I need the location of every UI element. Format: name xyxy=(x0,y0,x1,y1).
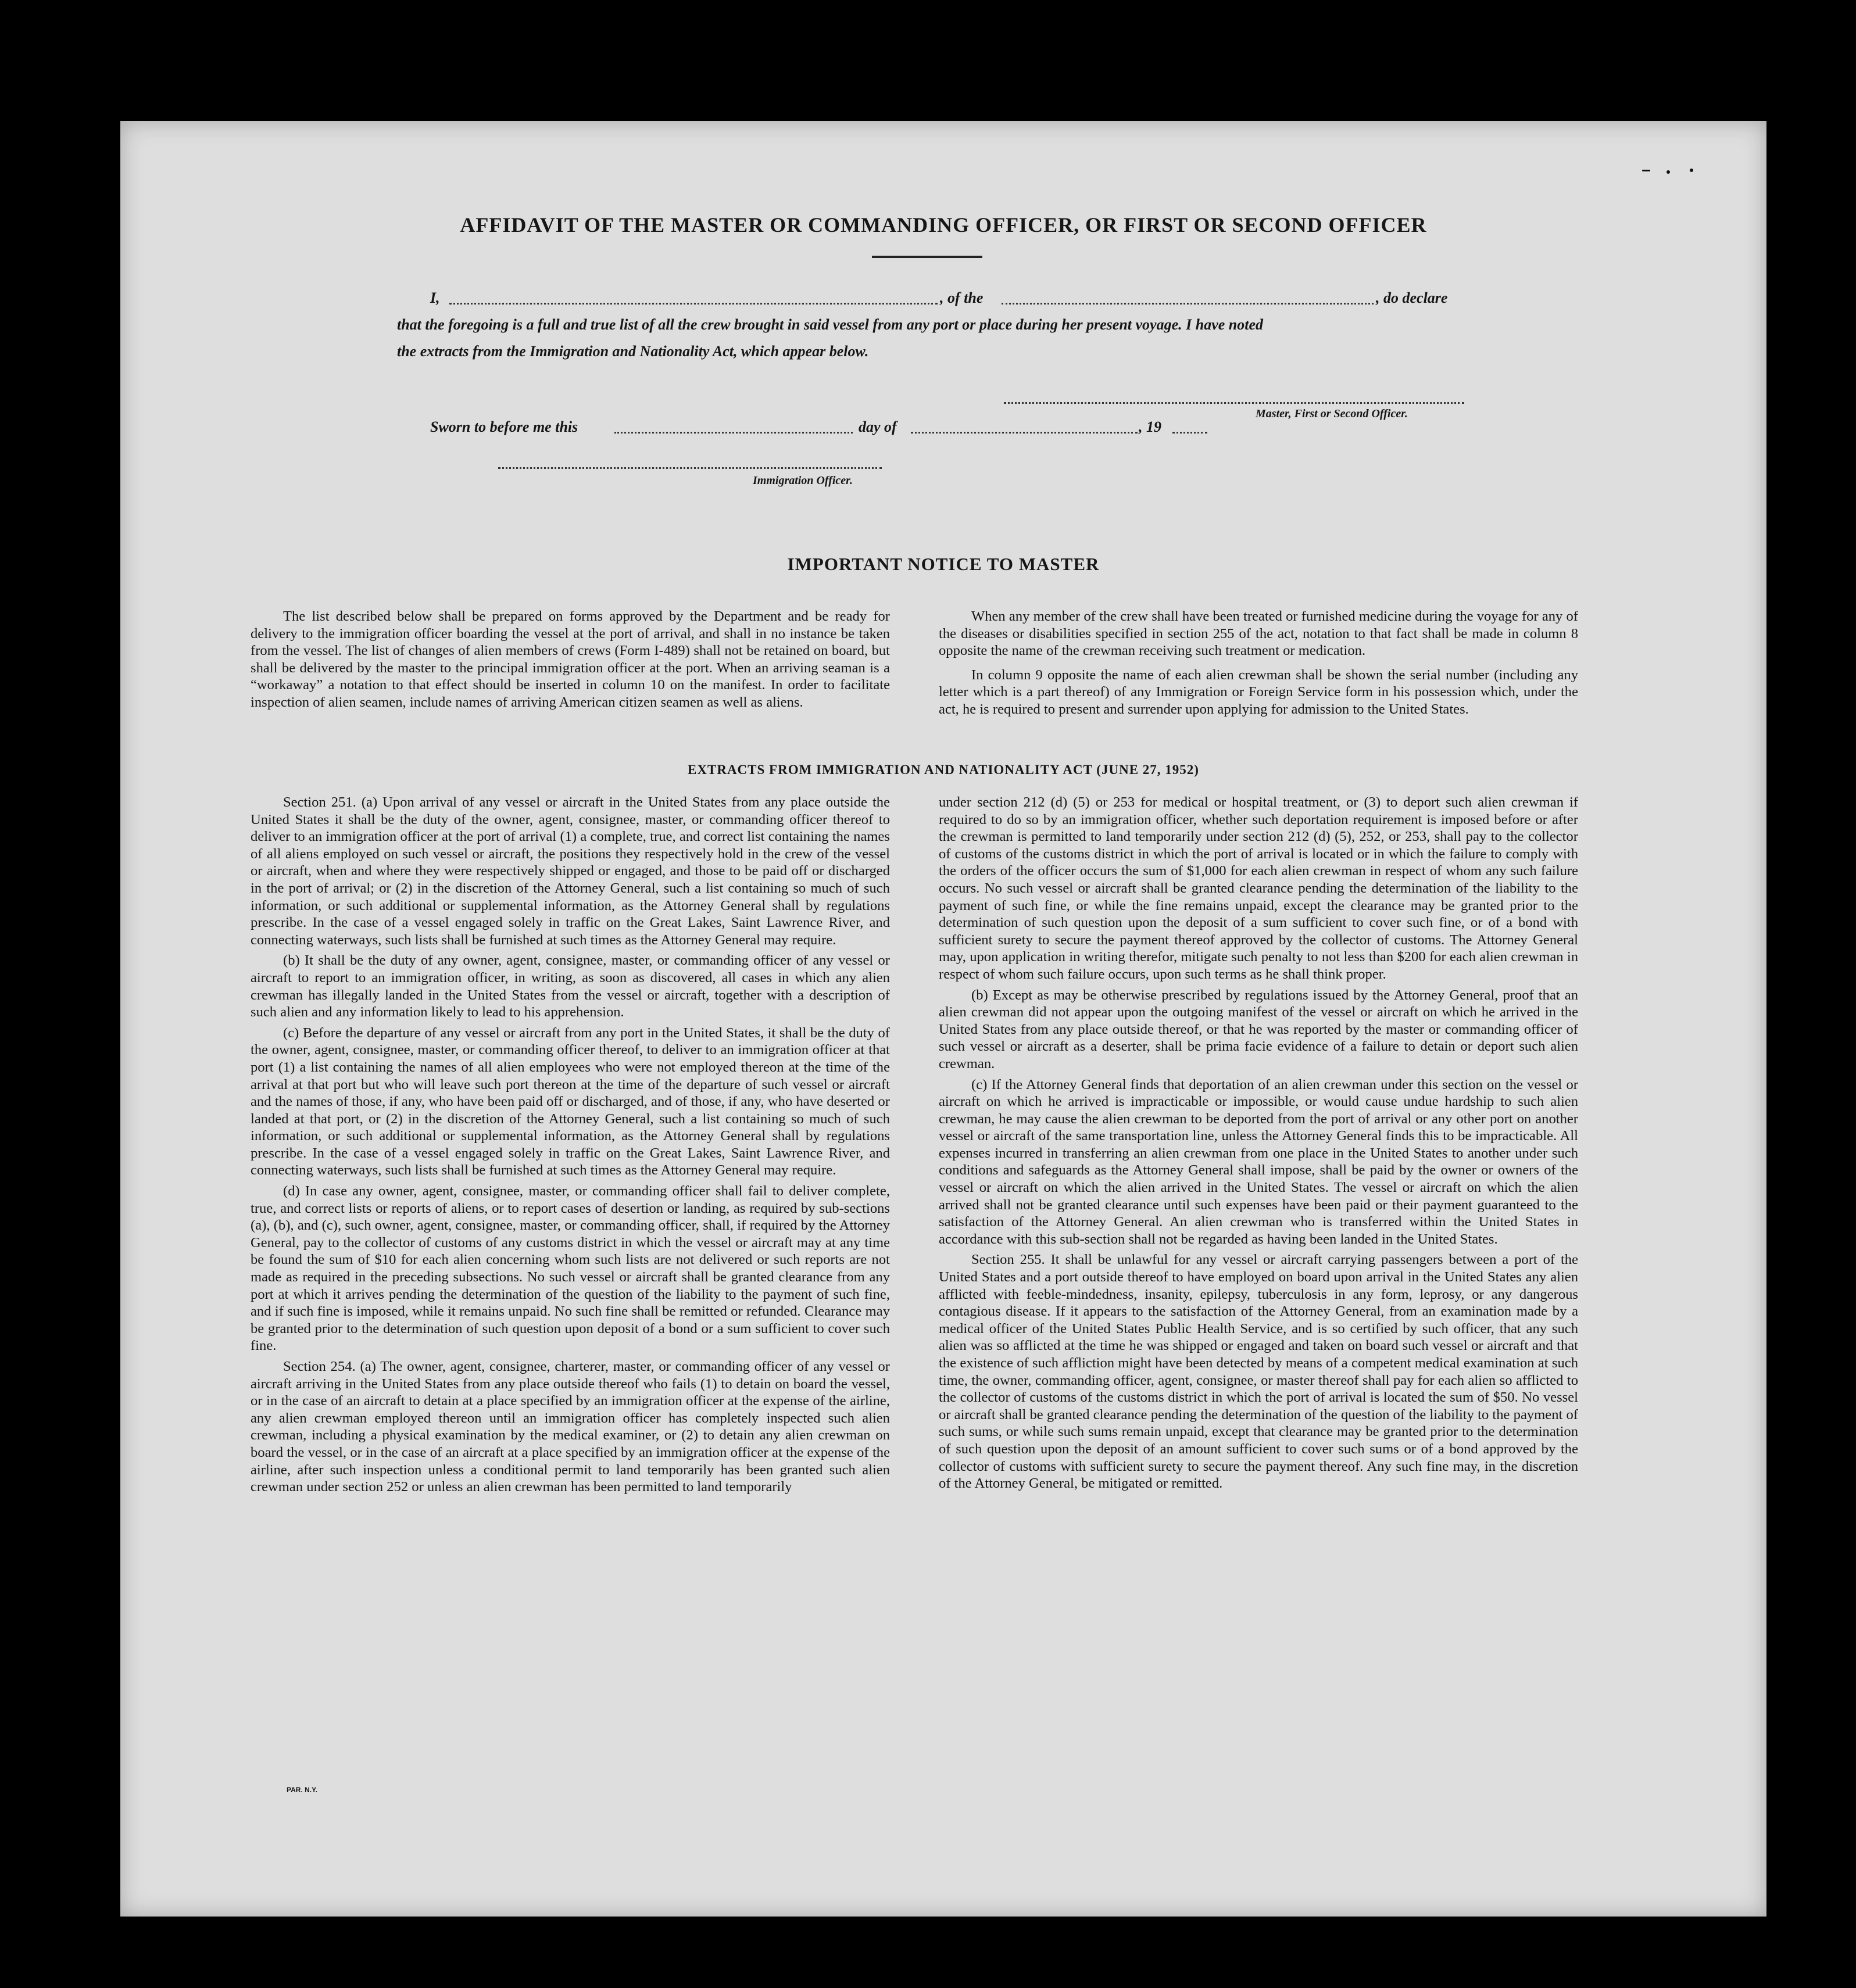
master-signature-caption: Master, First or Second Officer. xyxy=(1256,407,1408,420)
affidavit-statement-line-3: the extracts from the Immigration and Nationality Act, which appear below. xyxy=(397,343,869,360)
section-254-c: (c) If the Attorney General finds that deportation of an alien crewman under this section on the vessel or aircraft on which he arrived is impracticable or impossible, or would cause undue hardship to such alien crewman, he may cause the alien crewman to be deported from the port of arrival or any other port on another vessel or aircraft of the same transportation line, unless the Attorney General finds this to be impracticable. All expenses incurred in transferring an alien crewman from one place in the United States to another under such conditions and safeguards as the Attorney General shall impose, shall be paid by the owner or owners of the vessel or aircraft on which the alien arrived in the United States. The vessel or aircraft on which the alien arrived shall not be granted clearance until such expenses have been paid or their payment guaranteed to the satisfaction of the Attorney General. An alien crewman who is transferred within the United States in accordance with this sub-section shall not be regarded as having been landed in the United States. xyxy=(939,1076,1578,1247)
section-254-b: (b) Except as may be otherwise prescribed by regulations issued by the Attorney General, proof that an alien crewman did not appear upon the outgoing manifest of the vessel or aircraft on which he arrived in the United States from any place outside thereof, or that he was reported by the master or commanding officer of such vessel or aircraft as a deserter, shall be prima facie evidence of a failure to detain or deport such alien crewman. xyxy=(939,987,1578,1072)
section-251-c: (c) Before the departure of any vessel or aircraft from any port in the United States, it shall be the duty of the owner, agent, consignee, master, or commanding officer thereof, to deliver to an immigration officer at that port (1) a list containing the names of all alien employees who were not employed thereon at the time of the arrival at that port but who will leave such port thereon at the time of the departure of such vessel or aircraft and the names of those, if any, who have been paid off or discharged, and of those, if any, who have deserted or landed at that port, or (2) in the discretion of the Attorney General, such a list containing so much of such information, or such additional or supplemental information, as the Attorney General shall by regulations prescribe. In the case of a vessel engaged solely in traffic on the Great Lakes, Saint Lawrence River, and connecting waterways, such lists shall be furnished at such times as the Attorney General may require. xyxy=(251,1025,890,1179)
section-254-a-continued: under section 212 (d) (5) or 253 for medical or hospital treatment, or (3) to deport such alien crewman if required to do so by an immigration officer, whether such deportation requirement is imposed before or after the crewman is permitted to land temporarily under section 212 (d) (5), 252, or 253, shall pay to the collector of customs of the customs district in which the port of arrival is located or in which the failure to comply with the orders of the officer occurs the sum of $1,000 for each alien crewman in respect of whom any such failure occurs. No such vessel or aircraft shall be granted clearance pending the determination of the liability to the payment of such fine, or while the fine remains unpaid, except the clearance may be granted prior to the determination of such question upon the deposit of a sum sufficient to cover such fine, or of a bond with sufficient surety to secure the payment thereof approved by the collector of customs. The Attorney General may, upon application in writing therefor, mitigate such penalty to not less than $200 for each alien crewman in respect of whom such failure occurs, upon such terms as he shall think proper. xyxy=(939,794,1578,982)
vessel-name-line[interactable] xyxy=(1002,303,1374,305)
affidavit-i-label: I, xyxy=(430,289,440,306)
extracts-title: EXTRACTS FROM IMMIGRATION AND NATIONALITY ACT (JUNE 27, 1952) xyxy=(688,762,1199,777)
notice-right-column xyxy=(939,608,1578,722)
extracts-left-column xyxy=(251,794,890,1499)
notice-left-paragraph: The list described below shall be prepared on forms approved by the Department and be ready for delivery to the immigration officer boarding the vessel at the port of arrival, and shall in no instance be taken from the vessel. The list of changes of alien members of crews (Form I-489) shall not be retained on board, but shall be delivered by the master to the principal immigration officer at the port. When an arriving seaman is a “workaway” a notation to that effect should be inserted in column 10 on the manifest. In order to facilitate inspection of alien seamen, include names of arriving American citizen seamen as well as aliens. xyxy=(251,608,890,710)
notice-right-paragraph-1: When any member of the crew shall have been treated or furnished medicine during the voyage for any of the diseases or disabilities specified in section 255 of the act, notation to that fact shall be made in column 8 opposite the name of the crewman receiving such treatment or medication. xyxy=(939,608,1578,659)
scan-speck xyxy=(1667,170,1670,174)
immigration-officer-signature-line[interactable] xyxy=(498,467,882,469)
section-251-b: (b) It shall be the duty of any owner, agent, consignee, master, or commanding officer of any vessel or aircraft to report to an immigration officer, in writing, as soon as discovered, all cases in which any alien crewman has illegally landed in the United States from the vessel or aircraft, together with a description of such alien and any information likely to lead to his apprehension. xyxy=(251,952,890,1020)
notice-title: IMPORTANT NOTICE TO MASTER xyxy=(787,554,1100,574)
affidavit-of-the-label: , of the xyxy=(940,289,984,306)
declarant-name-line[interactable] xyxy=(449,303,938,305)
printer-mark: PAR. N.Y. xyxy=(287,1786,318,1794)
master-signature-line[interactable] xyxy=(1004,402,1464,404)
document-sheet xyxy=(120,121,1766,1917)
extracts-right-column xyxy=(939,794,1578,1496)
sworn-month-line[interactable] xyxy=(911,432,1138,434)
section-254-a: Section 254. (a) The owner, agent, consignee, charterer, master, or commanding officer of any vessel or aircraft arriving in the United States from any place outside thereof who fails (1) to detain on board the vessel, or in the case of an aircraft to detain at a place specified by an immigration officer at the expense of the airline, any alien crewman employed thereon until an immigration officer has completely inspected such alien crewman, including a physical examination by the medical examiner, or (2) to detain any alien crewman on board the vessel, or in the case of an aircraft at a place specified by an immigration officer at the expense of the airline, after such inspection unless a conditional permit to land temporarily has been granted such alien crewman under section 252 or unless an alien crewman has been permitted to land temporarily xyxy=(251,1359,890,1495)
affidavit-statement-line-2: that the foregoing is a full and true list of all the crew brought in said vessel from any port or place during her present voyage. I have noted xyxy=(397,316,1264,333)
affidavit-title: AFFIDAVIT OF THE MASTER OR COMMANDING OFFICER, OR FIRST OR SECOND OFFICER xyxy=(460,213,1427,237)
section-251-a: Section 251. (a) Upon arrival of any vessel or aircraft in the United States from any place outside the United States it shall be the duty of the owner, agent, consignee, master, or commanding officer thereof to deliver to an immigration officer at the port of arrival (1) a complete, true, and correct list containing the names of all aliens employed on such vessel or aircraft, the positions they respectively hold in the crew of the vessel or aircraft, when and where they were respectively shipped or engaged, and those to be paid off or discharged in the port of arrival; or (2) in the discretion of the Attorney General, such a list containing so much of such information, or such additional or supplemental information, as the Attorney General shall by regulations prescribe. In the case of a vessel engaged solely in traffic on the Great Lakes, Saint Lawrence River, and connecting waterways, such lists shall be furnished at such times as the Attorney General may require. xyxy=(251,794,890,948)
notice-right-paragraph-2: In column 9 opposite the name of each alien crewman shall be shown the serial number (including any letter which is a part thereof) of any Immigration or Foreign Service form in his possession which, under the act, he is required to present and surrender upon applying for admission to the United States. xyxy=(939,667,1578,717)
year-label: , 19 xyxy=(1139,418,1161,435)
affidavit-declare-label: , do declare xyxy=(1376,289,1448,306)
section-251-d: (d) In case any owner, agent, consignee, master, or commanding officer shall fail to deliver complete, true, and correct lists or reports of aliens, or to report cases of desertion or landing, as required by sub-sections (a), (b), and (c), such owner, agent, consignee, master, or commanding officer, shall, if required by the Attorney General, pay to the collector of customs of any customs district in which the vessel or aircraft may at any time be found the sum of $10 for each alien concerning whom such lists are not delivered or such reports are not made as required in the preceding subsections. No such vessel or aircraft shall be granted clearance from any port at which it arrives pending the determination of the question of the liability to the payment of such fine, and if such fine is imposed, while it remains unpaid. No such fine shall be remitted or refunded. Clearance may be granted prior to the determination of such question upon deposit of a bond or a sum sufficient to cover such fine. xyxy=(251,1183,890,1354)
scan-speck xyxy=(1690,169,1693,172)
scan-speck xyxy=(1642,170,1650,171)
section-255: Section 255. It shall be unlawful for any vessel or aircraft carrying passengers between a port of the United States and a port outside thereof to have employed on board upon arrival in the United States any alien afflicted with feeble-mindedness, insanity, epilepsy, tuberculosis in any form, leprosy, or any dangerous contagious disease. If it appears to the satisfaction of the Attorney General, from an examination made by a medical officer of the United States Public Health Service, and is so certified by such officer, that any such alien was so afflicted at the time he was shipped or engaged and taken on board such vessel or aircraft and that the existence of such affliction might have been detected by means of a competent medical examination at such time, the owner, commanding officer, agent, consignee, or master thereof shall pay for each alien so afflicted to the collector of customs of the customs district in which the port of arrival is located the sum of $50. No vessel or aircraft shall be granted clearance pending the determination of the question of the liability to the payment of such sums, or while such sums remain unpaid, except that clearance may be granted prior to the determination of such question upon the deposit of an amount sufficient to cover such sums or of a bond approved by the collector of customs with sufficient surety to secure the payment thereof. Any such fine may, in the discretion of the Attorney General, be mitigated or remitted. xyxy=(939,1252,1578,1492)
sworn-year-line[interactable] xyxy=(1172,432,1207,434)
day-of-label: day of xyxy=(859,418,897,435)
sworn-label: Sworn to before me this xyxy=(430,418,578,435)
immigration-officer-caption: Immigration Officer. xyxy=(753,474,853,487)
title-divider xyxy=(872,256,982,258)
sworn-day-line[interactable] xyxy=(614,432,853,434)
notice-left-column xyxy=(251,608,890,715)
